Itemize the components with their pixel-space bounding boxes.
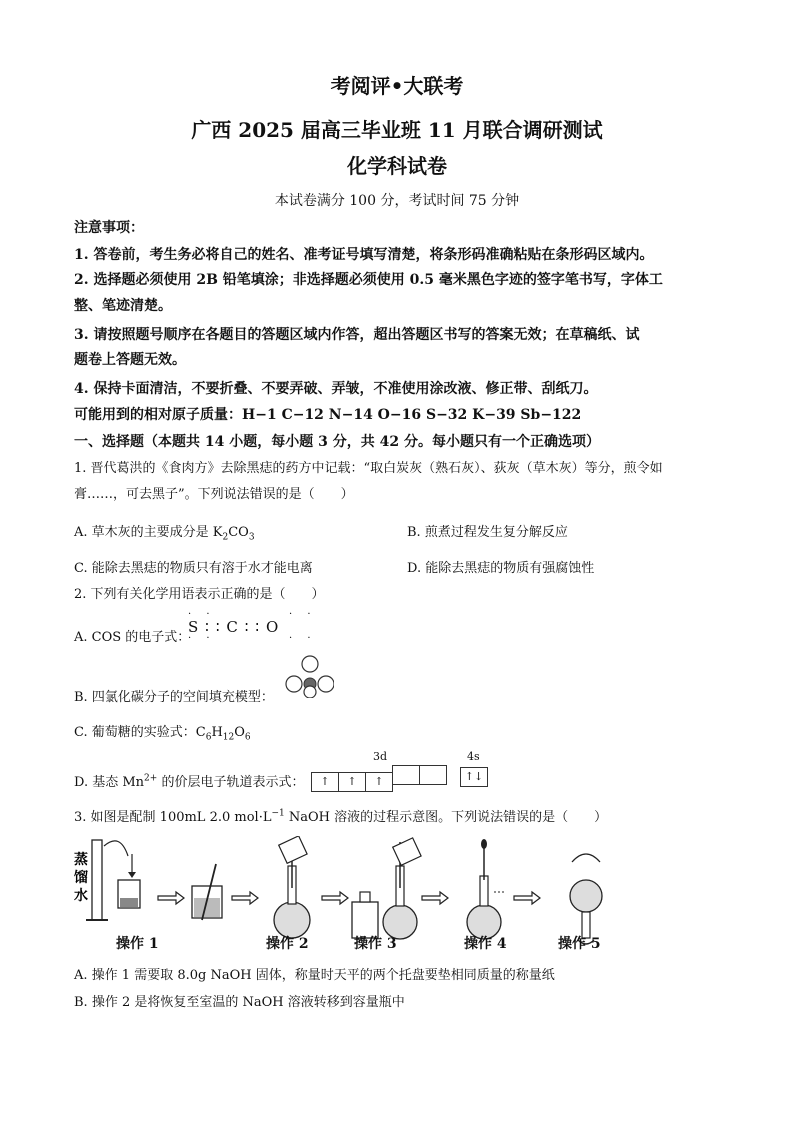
- q3-option-b: B. 操作 2 是将恢复至室温的 NaOH 溶液转移到容量瓶中: [74, 995, 405, 1010]
- operation-1-label: 操作 1: [116, 936, 159, 952]
- orbital-3d-box: ↑: [365, 772, 393, 792]
- exam-brand-title: 考阅评•大联考: [330, 74, 464, 98]
- atomic-masses: 可能用到的相对原子质量：H−1 C−12 N−14 O−16 S−32 K−39 Sb−122: [74, 407, 582, 423]
- notice-item-3: 3. 请按照题号顺序在各题目的答题区域内作答，超出答题区书写的答案无效；在草稿纸、试: [74, 327, 640, 343]
- orbital-3d-box: ↑: [311, 772, 339, 792]
- orbital-4s-box: [461, 765, 488, 787]
- q1-option-a: A. 草木灰的主要成分是 $K_2CO_3$: [74, 525, 255, 543]
- stirring-beaker-figure: [192, 864, 222, 920]
- ccl4-space-filling-model: [284, 654, 334, 698]
- orbital-label-4s: 4s: [467, 750, 480, 763]
- svg-text:蒸: 蒸: [74, 852, 88, 868]
- notice-item-3-cont: 题卷上答题无效。: [74, 352, 186, 368]
- operation-1-figure: [86, 840, 140, 920]
- operation-3-label: 操作 3: [354, 936, 397, 952]
- orbital-3d-box: ↑: [338, 772, 366, 792]
- notice-item-1: 1. 答卷前，考生务必将自己的姓名、准考证号填写清楚，将条形码准确粘贴在条形码区域内。: [74, 247, 654, 263]
- subject-title: 化学科试卷: [347, 154, 447, 178]
- operation-2-figure: [274, 836, 310, 938]
- operation-5-label: 操作 5: [558, 936, 601, 952]
- q2-option-a: A. COS 的电子式：: [74, 630, 191, 645]
- q3-stem: 3. 如图是配制 100mL 2.0 $mol\cdot L^{-1}$ NaOH 溶液的过程示意图。下列说法错误的是（ ）: [74, 808, 608, 825]
- q3-option-a: A. 操作 1 需要取 8.0g NaOH 固体，称量时天平的两个托盘要垫相同质量的称量纸: [74, 968, 555, 983]
- orbital-3d-box: [419, 765, 447, 785]
- q1-stem-line2: 膏……，可去黑子”。下列说法错误的是（ ）: [74, 487, 354, 502]
- cos-electron-formula: · · · · S ∶ ∶ C ∶ ∶ O · · · ·: [188, 609, 317, 644]
- notice-heading: 注意事项：: [74, 220, 144, 236]
- q1-stem-line1: 1. 晋代葛洪的《食肉方》去除黑痣的药方中记载：“取白炭灰（熟石灰）、荻灰（草木灰）等分，煎令如: [74, 461, 663, 476]
- notice-item-2: 2. 选择题必须使用 2B 铅笔填涂；非选择题必须使用 0.5 毫米黑色字迹的签字笔书写，字体工: [74, 272, 663, 288]
- svg-text:馏: 馏: [74, 870, 88, 886]
- section-1-heading: 一、选择题（本题共 14 小题，每小题 3 分，共 42 分。每小题只有一个正确选项）: [74, 434, 600, 450]
- operation-3-figure: [352, 838, 421, 939]
- operation-5-figure: [570, 854, 602, 944]
- orbital-3d-boxes: [312, 765, 447, 792]
- q1-option-b: B. 煎煮过程发生复分解反应: [407, 525, 568, 540]
- exam-info: 本试卷满分 100 分，考试时间 75 分钟: [274, 193, 520, 209]
- q2-option-d: D. 基态 $Mn^{2+}$ 的价层电子轨道表示式：: [74, 773, 305, 790]
- q1-option-c: C. 能除去黑痣的物质只有溶于水才能电离: [74, 561, 313, 576]
- q2-option-c: C. 葡萄糖的实验式：$C_6H_{12}O_6$: [74, 725, 251, 743]
- svg-text:水: 水: [74, 888, 88, 904]
- q2-option-b: B. 四氯化碳分子的空间填充模型：: [74, 690, 274, 705]
- orbital-3d-box: [392, 765, 420, 785]
- q2-stem: 2. 下列有关化学用语表示正确的是（ ）: [74, 587, 325, 602]
- orbital-4s-cell: ↑↓: [460, 767, 488, 787]
- orbital-label-3d: 3d: [373, 750, 388, 763]
- notice-item-2-cont: 整、笔迹清楚。: [74, 298, 172, 314]
- operation-2-label: 操作 2: [266, 936, 309, 952]
- q1-option-d: D. 能除去黑痣的物质有强腐蚀性: [407, 561, 595, 576]
- exam-title: 广西 2025 届高三毕业班 11 月联合调研测试: [191, 118, 603, 142]
- notice-item-4: 4. 保持卡面清洁，不要折叠、不要弄破、弄皱，不准使用涂改液、修正带、刮纸刀。: [74, 381, 598, 397]
- operation-4-label: 操作 4: [464, 936, 507, 952]
- operation-4-figure: [467, 839, 506, 939]
